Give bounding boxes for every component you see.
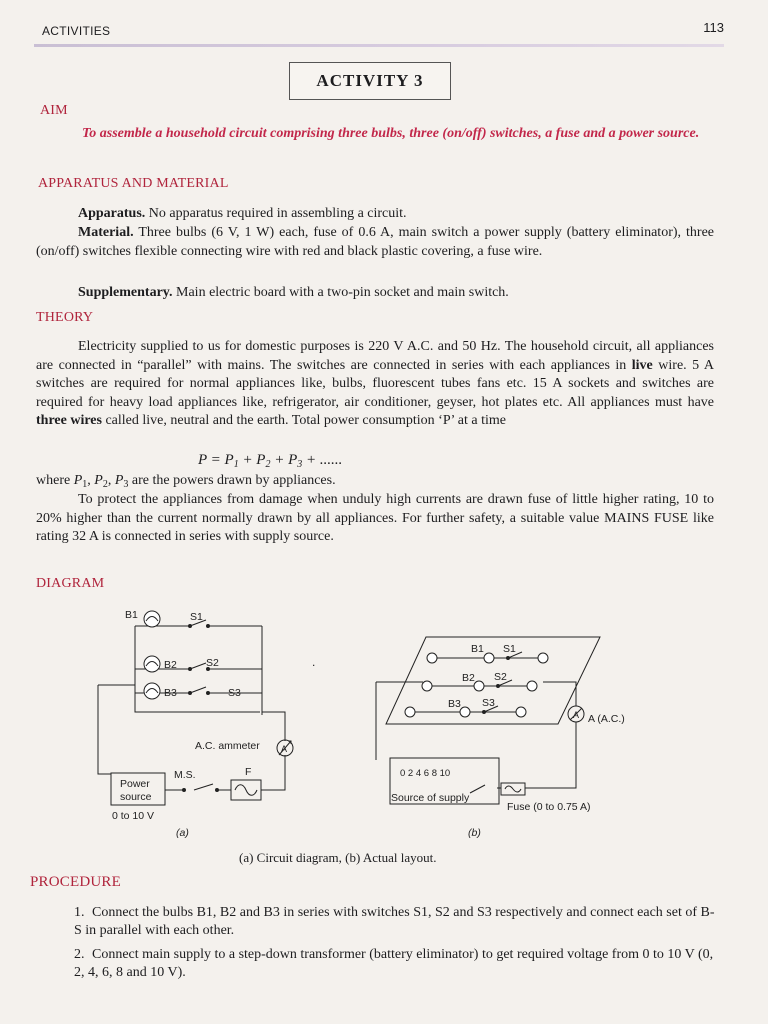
theory-text-1: Electricity supplied to us for domestic purposes is 220 V A.C. and 50 Hz. The household circuit, all appliances are connected in “parallel” with mains. The switches are connected in series with each appliances in — [36, 339, 714, 373]
power-equation: $P = P_1 + P_2 + P_3$ + ...... — [198, 452, 343, 470]
procedure-step-1 — [74, 904, 718, 940]
b-dial-text: 0 2 4 6 8 10 — [400, 768, 451, 779]
material-label: Material. — [78, 225, 134, 240]
apparatus-paragraph — [36, 205, 714, 224]
theory-text-2: wire. 5 A switches are required for normal appliances like, bulbs, fluorescent tubes fans etc. 15 A sockets and switches are required for heavy load appliances like, refrigerator, air conditioner, geyser, hot plates etc. All appliances must have — [36, 357, 714, 410]
b-switch-label-3: S3 — [482, 697, 495, 709]
header-rule — [34, 44, 724, 47]
theory-paragraph-1 — [36, 338, 714, 431]
a-ammeter-label: A.C. ammeter — [195, 740, 260, 752]
circuit-diagram — [90, 600, 650, 850]
b-supply-label: Source of supply — [391, 792, 470, 804]
apparatus-label: Apparatus. — [78, 206, 146, 221]
material-text: Three bulbs (6 V, 1 W) each, fuse of 0.6 A, main switch a power supply (battery eliminator), three (on/off) switches flexible connecting wire with red and black plastic covering, a fuse wire. — [36, 225, 714, 259]
a-main-switch-label: M.S. — [174, 769, 196, 781]
a-switch-label-2: S2 — [206, 657, 219, 669]
activity-title-box — [289, 62, 451, 100]
b-ammeter-symbol: A — [573, 710, 580, 720]
page-header — [34, 20, 724, 50]
figure-caption: (a) Circuit diagram, (b) Actual layout. — [239, 850, 437, 865]
supplementary-text: Main electric board with a two-pin socket and main switch. — [172, 285, 509, 300]
a-switch-label-3: S3 — [228, 687, 241, 699]
theory-bold-three-wires: three wires — [36, 413, 102, 428]
page-number: 113 — [703, 20, 724, 35]
a-bulb-label-3: B3 — [164, 687, 177, 699]
b-bulb-label-1: B1 — [471, 643, 484, 655]
step-number: 2. — [74, 947, 85, 962]
stray-dot: . — [312, 655, 316, 669]
theory-text-p2: To protect the appliances from damage when unduly high currents are drawn fuse of little higher rating, 10 to 20% higher than the current normally drawn by all appliances. For further safety, a suitable value MAINS FUSE like rating 32 A is connected in series with supply source. — [36, 492, 714, 544]
a-sub-caption: (a) — [176, 827, 189, 839]
theory-text-3: called live, neutral and the earth. Total power consumption ‘P’ at a time — [101, 413, 506, 428]
b-ammeter-label: A (A.C.) — [588, 713, 625, 725]
a-power-label-1: Power — [120, 778, 150, 790]
aim-statement: To assemble a household circuit comprising three bulbs, three (on/off) switches, a fuse and a power source. — [82, 126, 700, 141]
a-power-label-2: source — [120, 791, 152, 803]
activity-title: ACTIVITY 3 — [316, 71, 424, 90]
a-power-range: 0 to 10 V — [112, 810, 155, 822]
where-line: where $P_1$, $P_2$, $P_3$ are the powers drawn by appliances. — [36, 473, 336, 490]
a-switch-label-1: S1 — [190, 611, 203, 623]
theory-bold-live: live — [631, 357, 653, 373]
apparatus-heading: APPARATUS AND MATERIAL — [38, 176, 229, 191]
a-bulb-label-2: B2 — [164, 659, 177, 671]
b-bulb-label-3: B3 — [448, 698, 461, 710]
apparatus-text: No apparatus required in assembling a circuit. — [145, 206, 407, 221]
theory-heading: THEORY — [36, 310, 94, 325]
procedure-heading: PROCEDURE — [30, 874, 121, 890]
aim-text — [40, 124, 720, 144]
supplementary-paragraph — [36, 284, 714, 303]
where-text: are the powers drawn by appliances. — [131, 473, 336, 488]
b-bulb-label-2: B2 — [462, 672, 475, 684]
b-switch-label-1: S1 — [503, 643, 516, 655]
step-text: Connect main supply to a step-down transformer (battery eliminator) to get required voltage from 0 to 10 V (0, 2, 4, 6, 8 and 10 V). — [74, 947, 714, 980]
a-bulb-label-1: B1 — [125, 609, 138, 621]
b-fuse-label: Fuse (0 to 0.75 A) — [507, 801, 591, 813]
theory-paragraph-2 — [36, 491, 714, 547]
aim-heading: AIM — [40, 103, 68, 118]
b-sub-caption: (b) — [468, 827, 481, 839]
running-head: ACTIVITIES — [42, 24, 111, 38]
step-number: 1. — [74, 905, 85, 920]
a-fuse-label: F — [245, 766, 252, 778]
a-ammeter-symbol: A — [281, 744, 288, 754]
b-switch-label-2: S2 — [494, 671, 507, 683]
step-text: Connect the bulbs B1, B2 and B3 in series with switches S1, S2 and S3 respectively and connect each set of B-S in parallel with each other. — [74, 905, 715, 938]
diagram-heading: DIAGRAM — [36, 576, 105, 591]
supplementary-label: Supplementary. — [78, 285, 173, 300]
procedure-step-2 — [74, 946, 718, 982]
material-paragraph — [36, 224, 714, 261]
